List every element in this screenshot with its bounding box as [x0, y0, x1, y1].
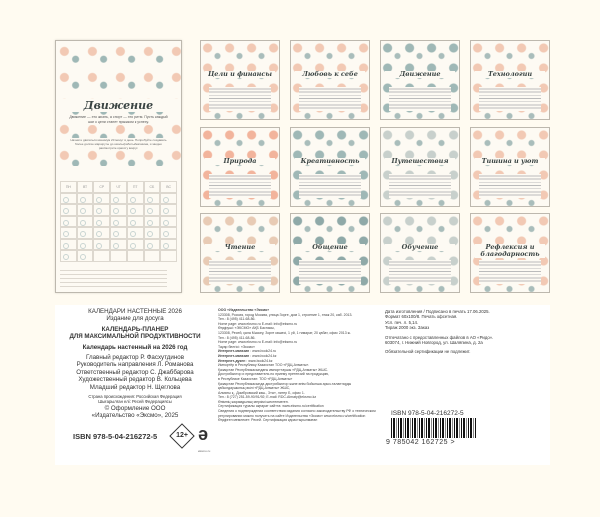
day-cell — [77, 250, 94, 262]
thumbnail-title: Тишина и уют — [475, 158, 545, 165]
weekday-header: ВС — [160, 181, 177, 193]
publisher-line-text: 123308, Россия, город Москва, улица Зорге, дом 1, строение 1, этаж 20, каб. 2013. — [218, 312, 353, 317]
barcode-isbn: ISBN 978-5-04-216272-5 — [391, 410, 464, 417]
age-rating: 12+ — [176, 432, 188, 439]
day-cell — [60, 227, 77, 239]
day-cell — [144, 227, 161, 239]
thumbnail-page — [290, 40, 370, 120]
day-cell — [144, 216, 161, 228]
thumbnail-text — [479, 174, 541, 198]
publisher-line-text: Тел.: 8 (495) 411-68-86. — [218, 335, 256, 340]
day-cell — [144, 239, 161, 251]
print-info — [385, 309, 550, 355]
day-cell — [160, 216, 177, 228]
day-cell — [93, 227, 110, 239]
calendar-page-preview — [55, 40, 182, 293]
thumbnail-page — [200, 127, 280, 207]
publisher-info — [218, 308, 386, 423]
title-line2: ДЛЯ МАКСИМАЛЬНОЙ ПРОДУКТИВНОСТИ — [69, 333, 201, 341]
thumbnail-text — [389, 174, 451, 198]
day-cell — [77, 239, 94, 251]
weekday-header: ПТ — [127, 181, 144, 193]
thumbnail-text — [479, 260, 541, 284]
day-cell — [127, 216, 144, 228]
day-cell — [60, 239, 77, 251]
print-line: Формат 60x100/8. Печать офсетная. — [385, 314, 458, 320]
day-cell — [60, 250, 77, 262]
thumbnail-text — [389, 87, 451, 111]
publisher-line-text: Тауар белгісі: «Эксмо» — [218, 344, 255, 349]
publisher-line — [218, 418, 386, 423]
publisher-line-text: Алматы қ., Домбровский көш., 3«а», литер Б, офис 1. — [218, 390, 305, 395]
weekday-header: ЧТ — [110, 181, 127, 193]
thumbnail-text — [299, 260, 361, 284]
thumbnail-text — [209, 260, 271, 284]
weekday-header: ВТ — [77, 181, 94, 193]
thumbnail-title: Обучение — [385, 244, 455, 251]
day-cell — [93, 216, 110, 228]
thumbnail-title: Креативность — [295, 158, 365, 165]
day-cell — [127, 227, 144, 239]
publisher-line-text: Сведения о подтверждении соответствия издания согласно законодательству РФ о техническом регулировании можно получить на сайте Издательства «Эксмо» www.eksmo.ru/certification — [218, 409, 376, 418]
publisher-line-bold: Интернет-дүкен — [218, 358, 246, 363]
day-cell — [93, 193, 110, 205]
day-cell — [127, 239, 144, 251]
thumbnail-title: Чтение — [205, 244, 275, 251]
day-cell — [93, 204, 110, 216]
thumbnail-text — [479, 87, 541, 111]
day-cell — [60, 216, 77, 228]
weekday-header: ПН — [60, 181, 77, 193]
publisher-line-text: Қазақстан Республикасында дистрибьютор және өнім бойынша арыз-талаптарды — [218, 381, 352, 386]
publisher-line-text: в Республике Казахстан: ТОО «РДЦ-Алматы» — [218, 376, 293, 381]
thumbnail-text — [209, 87, 271, 111]
thumbnail-page — [290, 213, 370, 293]
thumbnail-page — [470, 213, 550, 293]
publisher-line-text: Импортёр в Республику Казахстан ТОО «РДЦ-Алматы». — [218, 363, 310, 368]
publisher-line-text: Home page: www.eksmo.ru E-mail: info@eksmo.ru — [218, 321, 298, 326]
publisher-line-text: Қазақстан Республикасындағы импорттаушы «РДЦ-Алматы» ЖШС. — [218, 367, 329, 372]
thumbnail-title: Рефлексия и благодарность — [475, 244, 545, 258]
thumbnail-title: Технологии — [475, 71, 545, 78]
day-cell — [144, 193, 161, 205]
day-cell — [93, 250, 110, 262]
thumbnail-page — [380, 127, 460, 207]
thumbnail-text — [209, 174, 271, 198]
day-cell — [110, 250, 127, 262]
series: КАЛЕНДАРИ НАСТЕННЫЕ 2026 — [88, 308, 182, 315]
day-cell — [93, 239, 110, 251]
eksmo-logo-icon: ə — [198, 424, 209, 444]
printer-line: 603074, г. Нижний Новгород, ул. Шаляпина, д. 2а — [385, 340, 483, 346]
thumbnail-text — [299, 174, 361, 198]
thumbnail-text — [389, 260, 451, 284]
staff-line: Руководитель направления Л. Романова — [76, 361, 194, 369]
title-line1: КАЛЕНДАРЬ-ПЛАНЕР — [101, 325, 169, 333]
imprint-left — [55, 305, 215, 420]
publisher-line-text: Дистрибьютор и представитель по приему претензий на продукцию, — [218, 372, 330, 377]
day-cell — [77, 216, 94, 228]
day-cell — [127, 250, 144, 262]
staff-line: Главный редактор Р. Фасхутдинов — [86, 354, 184, 362]
publisher-line-text: Өнімнің жарамдылық мерзімі шектелмеген. — [218, 399, 289, 404]
barcode — [391, 418, 476, 438]
thumbnail-page — [470, 40, 550, 120]
publisher-line-text: Өндіруші: «ЭКСМО» АҚБ Баспасы, — [218, 326, 275, 331]
thumbnail-title: Цели и финансы — [205, 71, 275, 78]
publisher-line-bold: Интернет-магазин — [218, 349, 250, 354]
day-cell — [160, 204, 177, 216]
day-cell — [60, 204, 77, 216]
certification-note: Обязательной сертификации не подлежит. — [385, 349, 471, 355]
day-cell — [77, 227, 94, 239]
publisher-line-text: Тел.: 8 (727) 251-59-90/91/92; E-mail: RDC-Almaty@eksmo.kz — [218, 395, 317, 400]
thumbnail-text — [299, 87, 361, 111]
publisher-line-text: қабылдаушының өкілі «РДЦ-Алматы» ЖШС, — [218, 386, 291, 391]
edition: Издание для досуга — [106, 315, 164, 323]
barcode-number: 9 785042 162725 > — [386, 439, 456, 446]
thumbnail-page — [200, 40, 280, 120]
thumbnail-title: Общение — [295, 244, 365, 251]
day-cell — [144, 250, 161, 262]
thumbnail-title: Любовь к себе — [295, 71, 365, 78]
day-cell — [160, 239, 177, 251]
page-title: Движение — [56, 99, 181, 112]
print-line: Усл. печ. л. 5,14. — [385, 319, 419, 325]
publisher-line-text: : www.book24.kz — [249, 353, 277, 358]
publisher-line-text: Өндірген мемлекет: Ресей. Сертификация қарастырылмаған — [218, 418, 318, 423]
publisher-line-text: : www.book24.kz — [245, 358, 273, 363]
thumbnail-page — [380, 213, 460, 293]
habit-grid — [60, 181, 177, 262]
day-cell — [77, 193, 94, 205]
copyright: © Оформление ООО «Издательство «Эксмо», 2025 — [91, 405, 179, 420]
thumbnail-page — [380, 40, 460, 120]
day-cell — [60, 193, 77, 205]
publisher-line-text: 123308, Ресей, қала Мәскеу, Зорге көшесі, 1 үй, 1 ғимарат, 20 қабат, офис 2013 ж. — [218, 330, 351, 335]
imprint-panel — [55, 305, 550, 465]
day-cell — [160, 193, 177, 205]
country-kz: Шығарылған елі: Ресей Федерациясы — [98, 399, 172, 405]
day-cell — [110, 193, 127, 205]
thumbnail-title: Путешествия — [385, 158, 455, 165]
day-cell — [160, 227, 177, 239]
isbn: ISBN 978-5-04-216272-5 — [73, 432, 158, 441]
publisher-line-text: Сертификация туралы ақпарат сайтта: www.eksmo.ru/certification — [218, 404, 324, 409]
day-cell — [160, 250, 177, 262]
publisher-line-bold: ООО «Издательство «Эксмо» — [218, 308, 270, 312]
publisher-line-text: Home page: www.eksmo.ru E-mail: info@eksmo.ru — [218, 340, 298, 345]
thumbnail-title: Природа — [205, 158, 275, 165]
thumbnail-page — [200, 213, 280, 293]
weekday-header: СБ — [144, 181, 161, 193]
country: Страна происхождения: Российская Федерация — [88, 394, 182, 400]
page-text: Движение — это жизнь, а спорт — это ритм. Пусть каждый шаг к цели станет прыжком к успеху. — [69, 115, 168, 124]
day-cell — [110, 227, 127, 239]
publisher-line-text: Тел.: 8 (495) 411-68-86. — [218, 317, 256, 322]
day-cell — [144, 204, 161, 216]
notes-lines — [60, 267, 167, 287]
logo-text: eksmo.ru — [198, 449, 211, 453]
thumbnail-page — [290, 127, 370, 207]
thumbnail-title: Движение — [385, 71, 455, 78]
printer-line: Отпечатано с предоставленных файлов в АО «Ридо». — [385, 334, 494, 340]
print-line: Тираж 2000 экз. Заказ — [385, 325, 430, 331]
day-cell — [110, 216, 127, 228]
staff-list — [55, 354, 215, 391]
day-cell — [77, 204, 94, 216]
publisher-line-text: : www.book24.ru — [249, 349, 277, 354]
day-cell — [110, 204, 127, 216]
staff-line: Младший редактор Н. Щеглова — [89, 383, 181, 391]
print-line: Дата изготовления / Подписано в печать 17.06.2025. — [385, 309, 490, 314]
thumbnail-page — [470, 127, 550, 207]
staff-line: Ответственный редактор С. Джаббарова — [76, 368, 194, 376]
day-cell — [110, 239, 127, 251]
publisher-line — [218, 409, 386, 418]
weekday-header: СР — [93, 181, 110, 193]
staff-line: Художественный редактор В. Кольцева — [78, 376, 192, 384]
day-cell — [127, 204, 144, 216]
page-task: Начните двигаться минимум 20 минут в день. Попробуйте создавать более долгие маршруты до школы/работы/магазина, и заодно рассмотрите красоту вокруг. — [68, 138, 169, 150]
day-cell — [127, 193, 144, 205]
publisher-line-bold: Интернет-магазин — [218, 353, 250, 358]
subtitle: Календарь настенный на 2026 год — [82, 343, 188, 351]
